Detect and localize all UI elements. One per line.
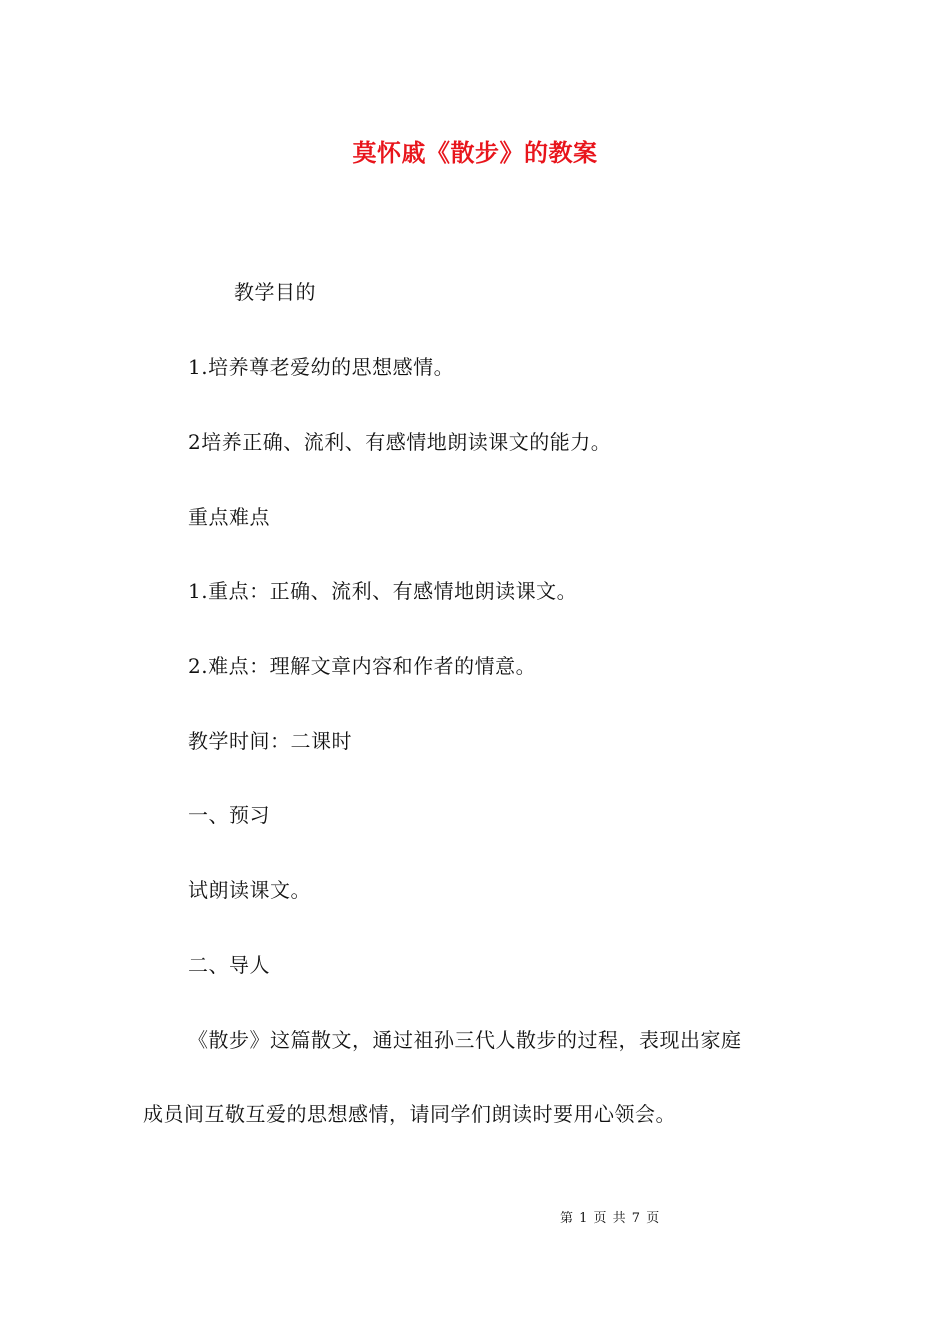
heading-key-points: 重点难点 (188, 505, 270, 529)
intro-paragraph-line-2: 成员间互敬互爱的思想感情，请同学们朗读时要用心领会。 (143, 1102, 676, 1126)
goal-item-2: 2培养正确、流利、有感情地朗读课文的能力。 (188, 430, 612, 454)
intro-paragraph-line-1: 《散步》这篇散文，通过祖孙三代人散步的过程，表现出家庭 (188, 1028, 742, 1052)
key-point-item-2: 2.难点：理解文章内容和作者的情意。 (188, 654, 537, 678)
goal-item-1: 1.培养尊老爱幼的思想感情。 (188, 355, 455, 379)
document-title: 莫怀戚《散步》的教案 (352, 138, 598, 167)
page-footer: 第 1 页 共 7 页 (560, 1211, 661, 1226)
section-intro-heading: 二、导人 (188, 953, 270, 977)
teaching-time: 教学时间：二课时 (188, 729, 352, 753)
heading-teaching-goals: 教学目的 (234, 280, 316, 304)
section-preview-heading: 一、预习 (188, 803, 270, 827)
key-point-item-1: 1.重点：正确、流利、有感情地朗读课文。 (188, 579, 578, 603)
preview-text: 试朗读课文。 (188, 878, 311, 902)
